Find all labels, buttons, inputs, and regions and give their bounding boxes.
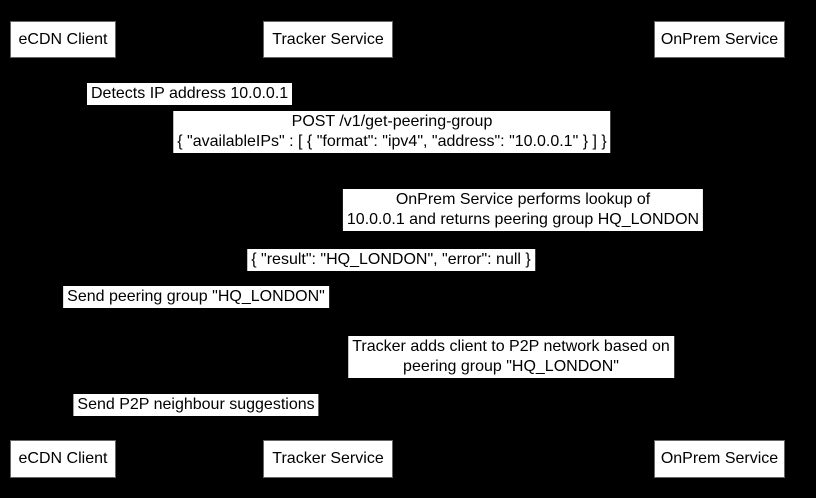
- note-line: 10.0.0.1 and returns peering group HQ_LONDON: [346, 211, 700, 228]
- note-line: peering group "HQ_LONDON": [403, 358, 619, 375]
- message-post-get-peering-group: [173, 111, 610, 153]
- actor-label: eCDN Client: [18, 450, 108, 467]
- message-send-p2p-suggestions: Send P2P neighbour suggestions: [73, 394, 318, 416]
- message-detects-ip-address: Detects IP address 10.0.0.1: [87, 83, 292, 105]
- actor-tracker-service-bottom: [263, 440, 393, 478]
- message-result-response: { "result": "HQ_LONDON", "error": null }: [247, 249, 535, 271]
- note-tracker-adds-client: [348, 336, 674, 378]
- note-line: Tracker adds client to P2P network based on: [352, 338, 670, 355]
- note-line: OnPrem Service performs lookup of: [395, 191, 651, 208]
- actor-label: OnPrem Service: [660, 450, 779, 467]
- actor-label: Tracker Service: [272, 30, 384, 48]
- actor-label: Tracker Service: [272, 450, 384, 467]
- actor-tracker-service-top: [263, 21, 393, 58]
- message-send-peering-group: Send peering group "HQ_LONDON": [63, 286, 329, 308]
- actor-label: OnPrem Service: [660, 30, 779, 48]
- actor-onprem-service-top: [654, 21, 785, 58]
- actor-ecdn-client-top: [10, 21, 116, 58]
- actor-onprem-service-bottom: [654, 440, 785, 478]
- note-onprem-lookup: [343, 189, 703, 231]
- message-line: { "availableIPs" : [ { "format": "ipv4", "address": "10.0.0.1" } ] }: [177, 133, 607, 150]
- actor-ecdn-client-bottom: [10, 440, 116, 478]
- actor-label: eCDN Client: [18, 30, 108, 48]
- message-line: POST /v1/get-peering-group: [291, 113, 493, 130]
